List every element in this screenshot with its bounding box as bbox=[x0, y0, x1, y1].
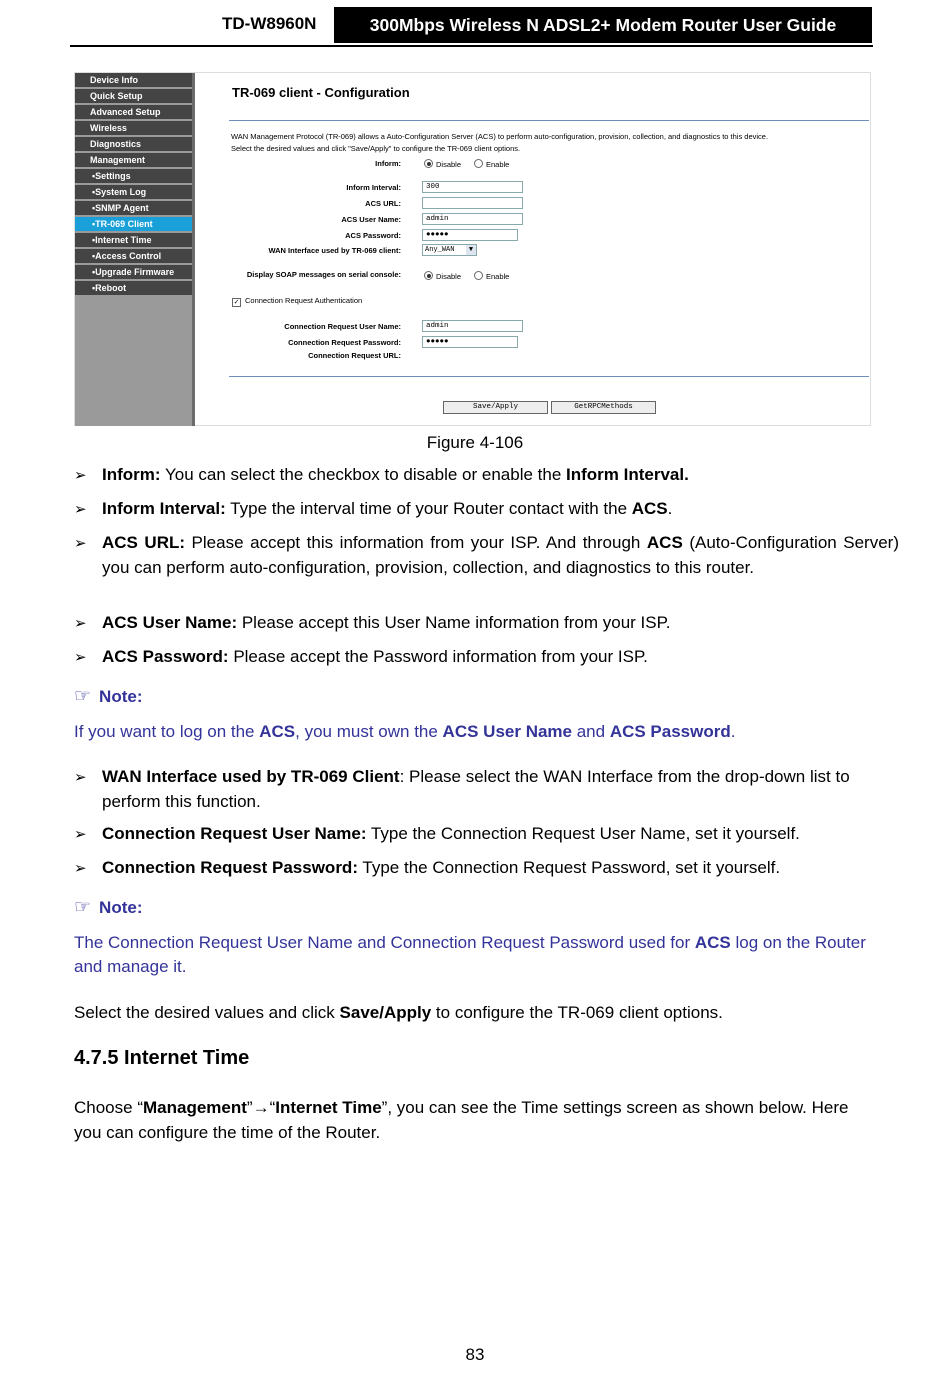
inform-enable-radio[interactable]: Enable bbox=[474, 159, 509, 169]
note-heading-1: ☞ Note: bbox=[74, 686, 143, 707]
arrow-bullet-icon: ➢ bbox=[74, 649, 87, 666]
sidebar-item-advanced-setup[interactable]: Advanced Setup bbox=[75, 105, 192, 120]
conn-url-label: Connection Request URL: bbox=[308, 351, 401, 360]
arrow-bullet-icon: ➢ bbox=[74, 501, 87, 518]
soap-enable-radio[interactable]: Enable bbox=[474, 271, 509, 281]
pointing-hand-icon: ☞ bbox=[74, 686, 92, 707]
sidebar-item-quick-setup[interactable]: Quick Setup bbox=[75, 89, 192, 104]
inform-label: Inform: bbox=[375, 159, 401, 168]
sidebar-item-wireless[interactable]: Wireless bbox=[75, 121, 192, 136]
bullet-acs-url: ➢ ACS URL: Please accept this information from your ISP. And through ACS (Auto-Configuration Server) you can perform auto-configuration, provision, collection, and diagnostics to this router. bbox=[74, 533, 899, 577]
bottom-rule bbox=[229, 376, 869, 377]
config-instruction: Select the desired values and click "Save/Apply" to configure the TR-069 client options. bbox=[231, 144, 521, 153]
bullet-conn-password: ➢ Connection Request Password: Type the Connection Request Password, set it yourself. bbox=[74, 856, 899, 881]
tr069-config-screenshot bbox=[74, 72, 871, 426]
inform-disable-radio[interactable]: Disable bbox=[424, 159, 461, 169]
bullet-conn-username: ➢ Connection Request User Name: Type the Connection Request User Name, set it yourself. bbox=[74, 822, 899, 847]
sidebar-item-system-log[interactable]: •System Log bbox=[75, 185, 192, 200]
sidebar-item-upgrade-firmware[interactable]: •Upgrade Firmware bbox=[75, 265, 192, 280]
doc-model: TD-W8960N bbox=[222, 14, 317, 33]
bullet-acs-username: ➢ ACS User Name: Please accept this User Name information from your ISP. bbox=[74, 611, 899, 636]
wan-interface-select[interactable]: Any_WAN ▼ bbox=[422, 244, 477, 256]
acs-url-label: ACS URL: bbox=[365, 199, 401, 208]
bullet-inform: ➢ Inform: You can select the checkbox to disable or enable the Inform Interval. bbox=[74, 463, 899, 488]
bullet-acs-password: ➢ ACS Password: Please accept the Password information from your ISP. bbox=[74, 645, 899, 670]
page-number: 83 bbox=[465, 1345, 485, 1364]
sidebar-item-snmp-agent[interactable]: •SNMP Agent bbox=[75, 201, 192, 216]
soap-disable-radio[interactable]: Disable bbox=[424, 271, 461, 281]
soap-console-label: Display SOAP messages on serial console: bbox=[246, 270, 401, 279]
get-rpc-methods-button[interactable]: GetRPCMethods bbox=[551, 401, 656, 414]
acs-username-input[interactable]: admin bbox=[422, 213, 523, 225]
chevron-down-icon: ▼ bbox=[466, 245, 476, 255]
sidebar-separator bbox=[192, 73, 195, 426]
doc-title: 300Mbps Wireless N ADSL2+ Modem Router User Guide bbox=[334, 7, 872, 43]
header-rule bbox=[70, 45, 873, 47]
arrow-bullet-icon: ➢ bbox=[74, 535, 87, 552]
sidebar-item-settings[interactable]: •Settings bbox=[75, 169, 192, 184]
note-text-2: The Connection Request User Name and Connection Request Password used for ACS log on the Router and manage it. bbox=[74, 933, 866, 976]
checkmark-icon: ✓ bbox=[233, 299, 240, 306]
arrow-bullet-icon: ➢ bbox=[74, 615, 87, 632]
section-heading: 4.7.5 Internet Time bbox=[74, 1047, 250, 1069]
arrow-bullet-icon: ➢ bbox=[74, 860, 87, 877]
sidebar-item-reboot[interactable]: •Reboot bbox=[75, 281, 192, 296]
conn-username-label: Connection Request User Name: bbox=[284, 322, 401, 331]
conn-password-input[interactable]: ●●●●● bbox=[422, 336, 518, 348]
conn-username-input[interactable]: admin bbox=[422, 320, 523, 332]
bullet-wan-interface: ➢ WAN Interface used by TR-069 Client: Please select the WAN Interface from the drop-down list to perform this function. bbox=[74, 767, 850, 811]
select-values-paragraph: Select the desired values and click Save/Apply to configure the TR-069 client options. bbox=[74, 1003, 723, 1022]
acs-password-input[interactable]: ●●●●● bbox=[422, 229, 518, 241]
wan-interface-label: WAN Interface used by TR-069 client: bbox=[268, 246, 401, 255]
acs-url-input[interactable] bbox=[422, 197, 523, 209]
sidebar-item-device-info[interactable]: Device Info bbox=[75, 73, 192, 88]
note-text-1: If you want to log on the ACS, you must own the ACS User Name and ACS Password. bbox=[74, 722, 736, 741]
config-title: TR-069 client - Configuration bbox=[232, 85, 410, 100]
save-apply-button[interactable]: Save/Apply bbox=[443, 401, 548, 414]
acs-username-label: ACS User Name: bbox=[341, 215, 401, 224]
choose-paragraph: Choose “Management”→“Internet Time”, you can see the Time settings screen as shown below. Here you can configure the time of the Router. bbox=[74, 1098, 849, 1142]
sidebar-item-management[interactable]: Management bbox=[75, 153, 192, 168]
figure-caption: Figure 4-106 bbox=[426, 433, 524, 452]
config-description: WAN Management Protocol (TR-069) allows a Auto-Configuration Server (ACS) to perform auto-configuration, provision, collection, and diagnostics to this device. bbox=[231, 132, 769, 141]
sidebar-item-diagnostics[interactable]: Diagnostics bbox=[75, 137, 192, 152]
inform-interval-label: Inform Interval: bbox=[346, 183, 401, 192]
sidebar-item-internet-time[interactable]: •Internet Time bbox=[75, 233, 192, 248]
arrow-bullet-icon: ➢ bbox=[74, 769, 87, 786]
arrow-bullet-icon: ➢ bbox=[74, 826, 87, 843]
conn-auth-checkbox[interactable]: ✓ Connection Request Authentication bbox=[233, 296, 363, 306]
bullet-inform-interval: ➢ Inform Interval: Type the interval time of your Router contact with the ACS. bbox=[74, 497, 899, 522]
arrow-bullet-icon: ➢ bbox=[74, 467, 87, 484]
pointing-hand-icon: ☞ bbox=[74, 897, 92, 918]
inform-interval-input[interactable]: 300 bbox=[422, 181, 523, 193]
conn-password-label: Connection Request Password: bbox=[288, 338, 401, 347]
note-heading-2: ☞ Note: bbox=[74, 897, 143, 918]
sidebar-item-tr069-client[interactable]: •TR-069 Client bbox=[75, 217, 192, 232]
title-rule bbox=[229, 120, 869, 121]
acs-password-label: ACS Password: bbox=[345, 231, 401, 240]
sidebar-item-access-control[interactable]: •Access Control bbox=[75, 249, 192, 264]
